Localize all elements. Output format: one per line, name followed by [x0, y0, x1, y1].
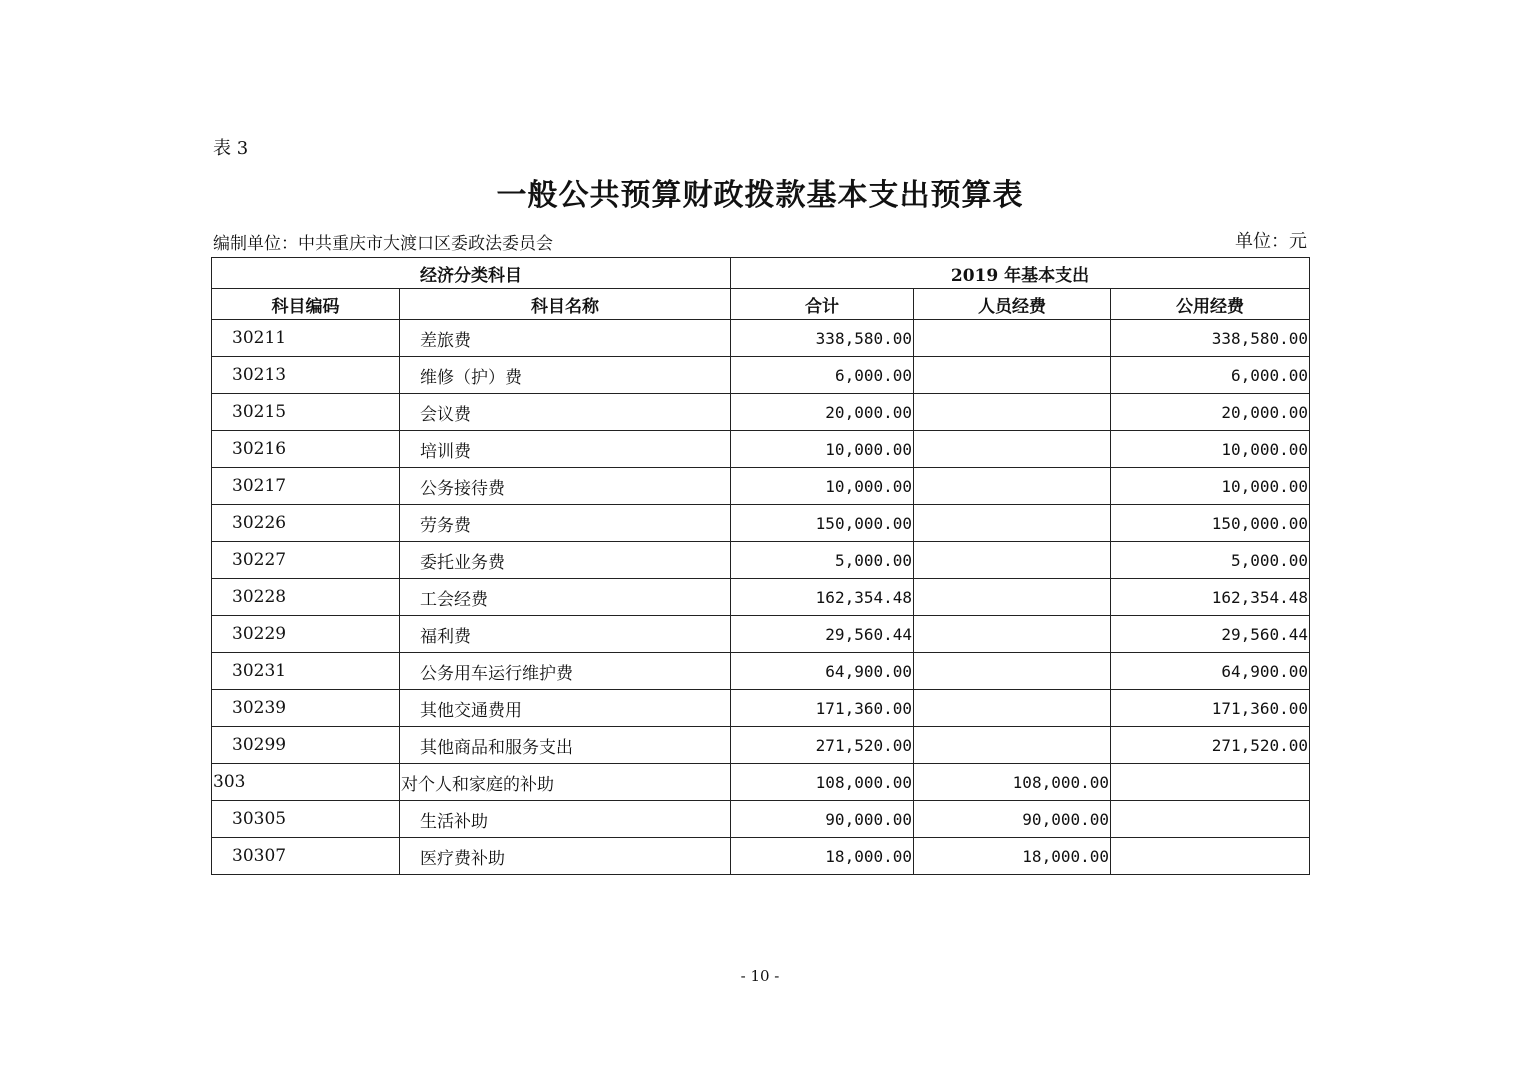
cell-personnel-expense: [914, 542, 1111, 579]
cell-total: 64,900.00: [731, 653, 914, 690]
cell-subject-code: 30215: [212, 394, 400, 431]
table-row: [212, 690, 1310, 727]
header-public-expense: 公用经费: [1111, 289, 1310, 320]
cell-public-expense: [1111, 838, 1310, 875]
header-total: 合计: [731, 289, 914, 320]
page-title: 一般公共预算财政拨款基本支出预算表: [496, 178, 1024, 213]
table-row: [212, 579, 1310, 616]
cell-public-expense: 150,000.00: [1111, 505, 1310, 542]
cell-subject-code: 30228: [212, 579, 400, 616]
table-row: [212, 320, 1310, 357]
cell-total: 10,000.00: [731, 431, 914, 468]
cell-total: 108,000.00: [731, 764, 914, 801]
cell-subject-name: 医疗费补助: [400, 838, 731, 875]
cell-total: 5,000.00: [731, 542, 914, 579]
cell-subject-code: 30213: [212, 357, 400, 394]
cell-total: 271,520.00: [731, 727, 914, 764]
cell-personnel-expense: [914, 394, 1111, 431]
header-personnel-expense: 人员经费: [914, 289, 1111, 320]
table-row: [212, 394, 1310, 431]
cell-total: 18,000.00: [731, 838, 914, 875]
cell-total: 10,000.00: [731, 468, 914, 505]
table-row: [212, 838, 1310, 875]
cell-subject-name: 其他交通费用: [400, 690, 731, 727]
cell-subject-code: 30211: [212, 320, 400, 357]
table-row: [212, 357, 1310, 394]
header-subject-code: 科目编码: [212, 289, 400, 320]
cell-subject-code: 30216: [212, 431, 400, 468]
cell-subject-name: 工会经费: [400, 579, 731, 616]
cell-total: 338,580.00: [731, 320, 914, 357]
cell-total: 6,000.00: [731, 357, 914, 394]
cell-subject-code: 303: [212, 764, 400, 801]
cell-public-expense: [1111, 801, 1310, 838]
cell-public-expense: 64,900.00: [1111, 653, 1310, 690]
cell-public-expense: 338,580.00: [1111, 320, 1310, 357]
cell-total: 20,000.00: [731, 394, 914, 431]
compiling-unit-label: 编制单位：中共重庆市大渡口区委政法委员会: [213, 234, 553, 254]
cell-subject-code: 30305: [212, 801, 400, 838]
cell-public-expense: 5,000.00: [1111, 542, 1310, 579]
cell-subject-code: 30239: [212, 690, 400, 727]
cell-public-expense: 29,560.44: [1111, 616, 1310, 653]
group-header-row: [212, 258, 1310, 289]
cell-subject-name: 公务用车运行维护费: [400, 653, 731, 690]
cell-public-expense: 10,000.00: [1111, 468, 1310, 505]
table-row: [212, 431, 1310, 468]
page-number: - 10 -: [740, 967, 780, 985]
header-economic-classification: 经济分类科目: [212, 258, 731, 289]
cell-personnel-expense: [914, 320, 1111, 357]
cell-public-expense: 271,520.00: [1111, 727, 1310, 764]
cell-personnel-expense: 18,000.00: [914, 838, 1111, 875]
cell-subject-code: 30227: [212, 542, 400, 579]
cell-subject-name: 差旅费: [400, 320, 731, 357]
cell-total: 29,560.44: [731, 616, 914, 653]
cell-total: 162,354.48: [731, 579, 914, 616]
cell-public-expense: 171,360.00: [1111, 690, 1310, 727]
cell-personnel-expense: [914, 357, 1111, 394]
table-row: [212, 801, 1310, 838]
column-header-row: [212, 289, 1310, 320]
cell-personnel-expense: [914, 653, 1111, 690]
cell-personnel-expense: [914, 505, 1111, 542]
cell-personnel-expense: [914, 616, 1111, 653]
cell-personnel-expense: [914, 468, 1111, 505]
cell-subject-name: 对个人和家庭的补助: [400, 764, 731, 801]
cell-total: 171,360.00: [731, 690, 914, 727]
cell-subject-name: 公务接待费: [400, 468, 731, 505]
cell-subject-code: 30231: [212, 653, 400, 690]
cell-subject-code: 30229: [212, 616, 400, 653]
cell-subject-name: 培训费: [400, 431, 731, 468]
table-row: [212, 727, 1310, 764]
header-subject-name: 科目名称: [400, 289, 731, 320]
cell-personnel-expense: 108,000.00: [914, 764, 1111, 801]
cell-subject-name: 其他商品和服务支出: [400, 727, 731, 764]
table-row: [212, 764, 1310, 801]
cell-personnel-expense: [914, 727, 1111, 764]
cell-total: 150,000.00: [731, 505, 914, 542]
cell-public-expense: 20,000.00: [1111, 394, 1310, 431]
cell-subject-name: 维修（护）费: [400, 357, 731, 394]
cell-subject-code: 30299: [212, 727, 400, 764]
cell-subject-name: 生活补助: [400, 801, 731, 838]
cell-subject-code: 30307: [212, 838, 400, 875]
cell-public-expense: [1111, 764, 1310, 801]
cell-subject-code: 30217: [212, 468, 400, 505]
cell-personnel-expense: [914, 579, 1111, 616]
budget-table-body: [212, 320, 1310, 875]
table-row: [212, 505, 1310, 542]
cell-personnel-expense: [914, 431, 1111, 468]
cell-subject-code: 30226: [212, 505, 400, 542]
currency-unit-label: 单位：元: [1235, 231, 1307, 252]
cell-subject-name: 委托业务费: [400, 542, 731, 579]
header-basic-expenditure-2019: 2019 年基本支出: [731, 258, 1310, 289]
cell-subject-name: 福利费: [400, 616, 731, 653]
table-row: [212, 653, 1310, 690]
table-row: [212, 542, 1310, 579]
cell-public-expense: 10,000.00: [1111, 431, 1310, 468]
budget-table: [211, 257, 1310, 875]
cell-subject-name: 会议费: [400, 394, 731, 431]
cell-personnel-expense: [914, 690, 1111, 727]
table-number-label: 表 3: [213, 138, 249, 159]
table-row: [212, 468, 1310, 505]
cell-public-expense: 162,354.48: [1111, 579, 1310, 616]
table-row: [212, 616, 1310, 653]
cell-total: 90,000.00: [731, 801, 914, 838]
cell-public-expense: 6,000.00: [1111, 357, 1310, 394]
cell-personnel-expense: 90,000.00: [914, 801, 1111, 838]
cell-subject-name: 劳务费: [400, 505, 731, 542]
